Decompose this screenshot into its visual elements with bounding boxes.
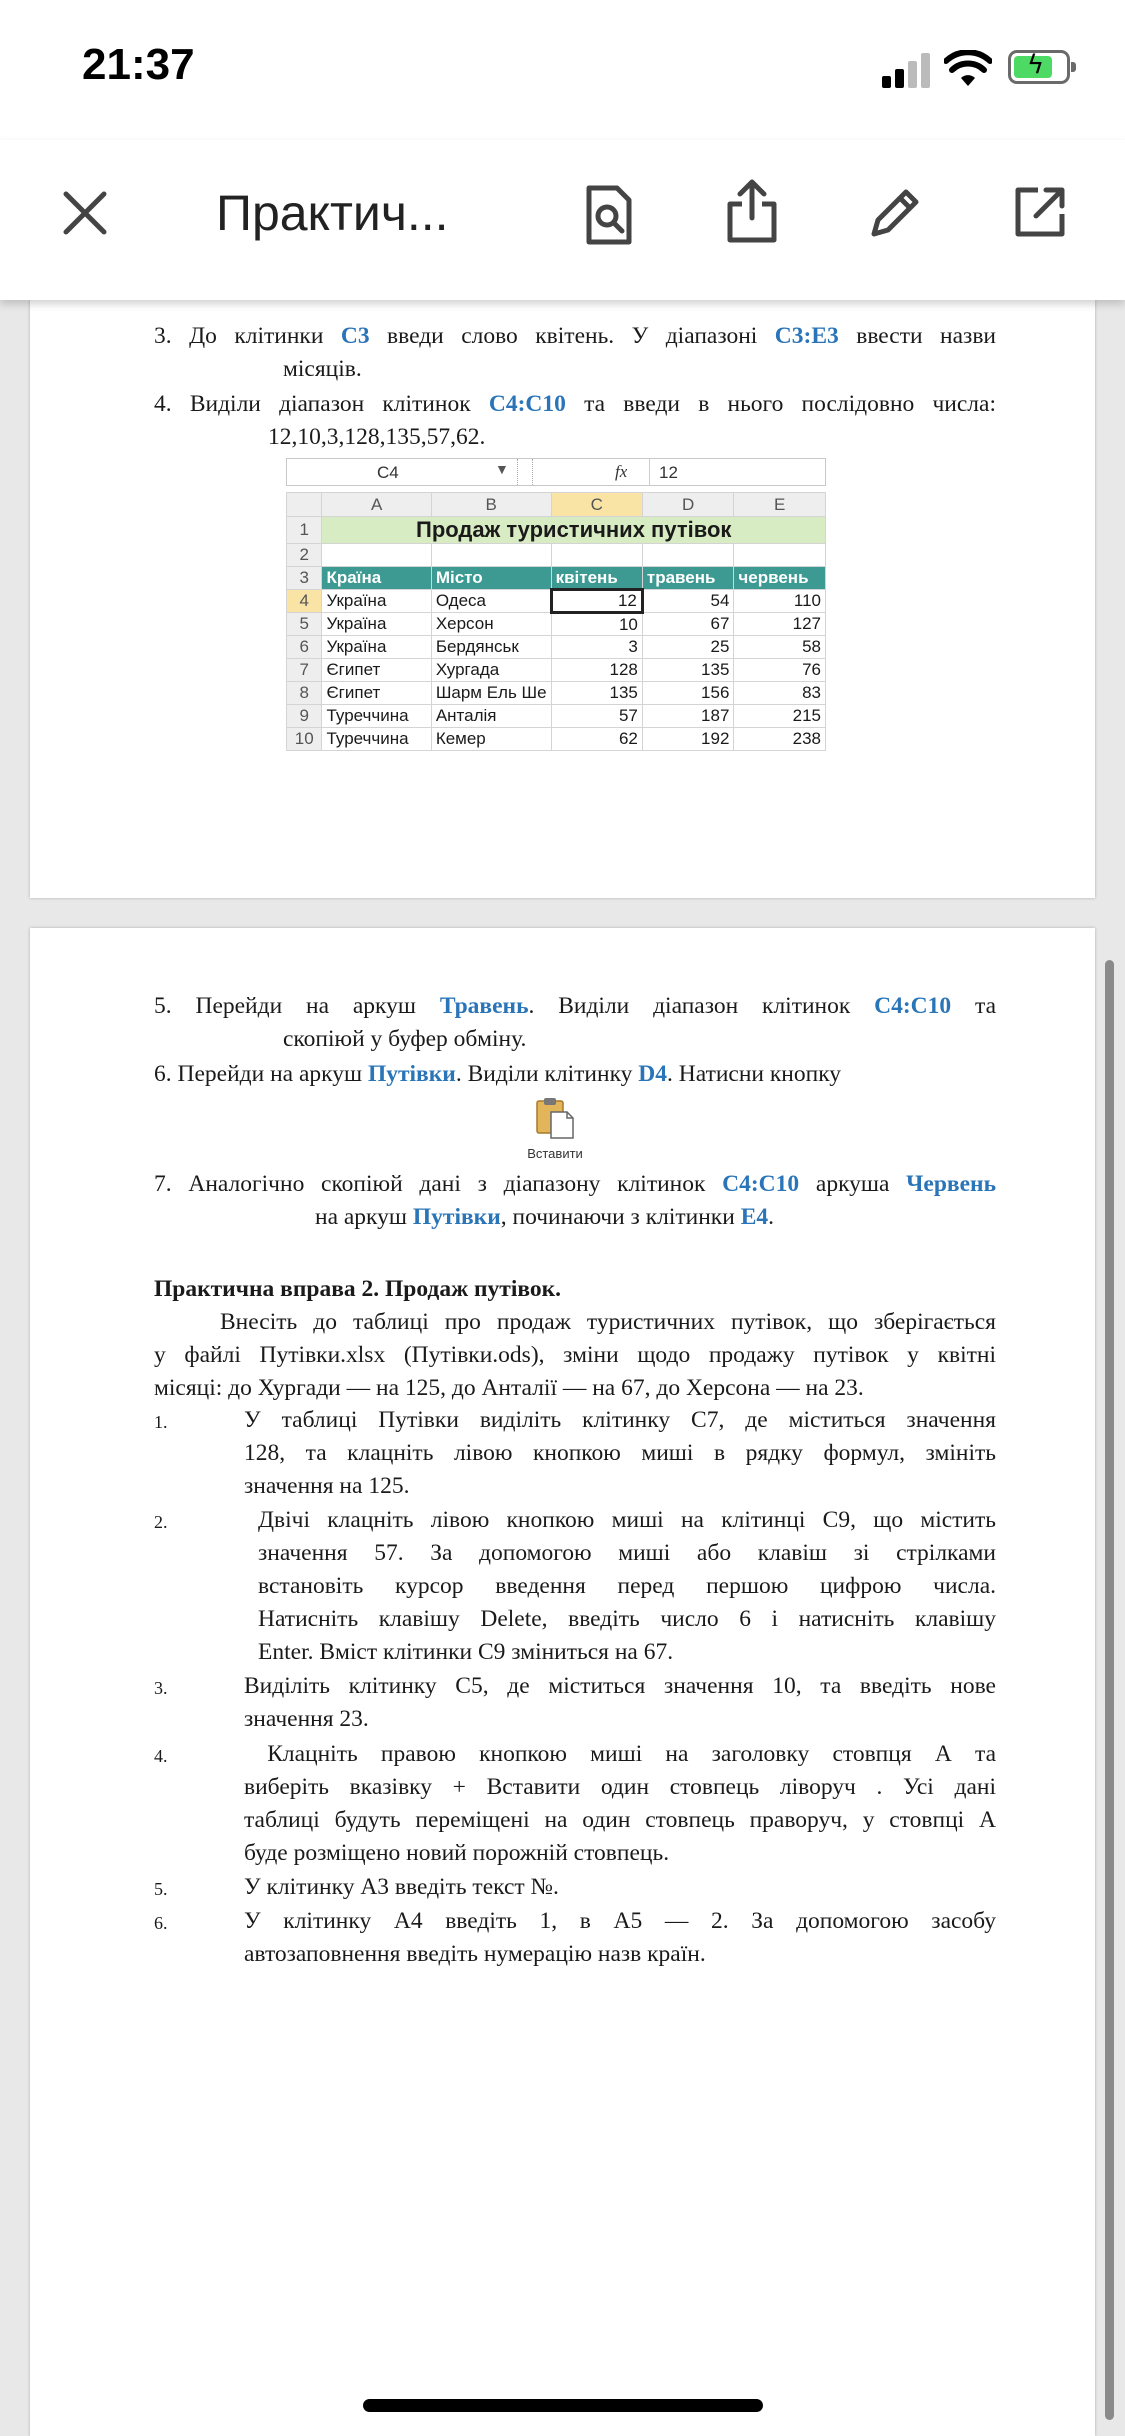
instruction-5: 5. Перейди на аркуш Травень. Виділи діапазон клітинок С4:С10 та [154,993,997,1019]
instruction-5-cont: скопіюй у буфер обміну. [283,1026,527,1052]
row-number: 1 [287,517,322,544]
active-cell: 12 [551,590,642,613]
step-line: Enter. Вміст клітинки С9 зміниться на 67. [258,1639,674,1665]
status-time: 21:37 [82,40,195,89]
row-number: 10 [287,728,322,751]
cell-may: 156 [642,682,734,705]
table-row [287,544,826,567]
cell-country: Туреччина [322,705,431,728]
cell-may: 192 [642,728,734,751]
column-header: B [431,493,551,517]
cell-june: 238 [734,728,826,751]
step-line: встановіть курсор введення перед першою цифрою числа. [258,1573,996,1599]
table-header-row [287,567,826,590]
cell-country: Україна [322,613,431,636]
table-row [287,636,826,659]
battery-icon: ϟ [1008,50,1070,84]
table-row [287,613,826,636]
step-line: значення 57. За допомогою миші або клавіш зі стрілками [258,1540,996,1566]
column-header: D [642,493,734,517]
formula-bar [286,458,826,486]
cell-april: 62 [551,728,642,751]
scrollbar[interactable] [1105,960,1114,2420]
step-line: буде розміщено новий порожній стовпець. [244,1840,670,1866]
step-line: Натисніть клавішу Delete, введіть число 6 і натисніть клавішу [258,1606,996,1632]
row-number: 9 [287,705,322,728]
spreadsheet-grid [286,492,826,751]
row-number: 5 [287,613,322,636]
cell-may: 25 [642,636,734,659]
cell-country: Україна [322,636,431,659]
step-number: 5. [154,1879,168,1899]
table-header-cell: червень [734,567,826,590]
edit-pencil-icon[interactable] [868,184,924,240]
step-line: У клітинку А3 введіть текст №. [244,1874,559,1900]
step-line: значення 23. [244,1706,369,1732]
exercise-2-paragraph-line: місяці: до Хургади — на 125, до Анталії — на 67, до Херсона — на 23. [154,1375,864,1401]
exercise-2-paragraph-line: Внесіть до таблиці про продаж туристичних путівок, що зберігається [220,1309,996,1335]
cell-country: Єгипет [322,659,431,682]
column-header: E [734,493,826,517]
cell-city: Херсон [431,613,551,636]
cell-may: 135 [642,659,734,682]
step-number: 1. [154,1412,168,1432]
row-number: 3 [287,567,322,590]
step-line: У клітинку А4 введіть 1, в А5 — 2. За допомогою засобу [244,1908,996,1934]
row-number: 6 [287,636,322,659]
cell-june: 83 [734,682,826,705]
row-number: 7 [287,659,322,682]
cell-april: 3 [551,636,642,659]
row-number: 4 [287,590,322,613]
instruction-4: 4. Виділи діапазон клітинок С4:С10 та введи в нього послідовно числа: [154,391,996,417]
step-line: Клацніть правою кнопкою миші на заголовку стовпця А та [244,1741,996,1767]
step-line: значення на 125. [244,1473,410,1499]
app-toolbar [0,140,1125,300]
cell-may: 67 [642,613,734,636]
cellular-signal-icon [882,52,930,88]
formula-value: 12 [659,463,678,482]
column-header: C [551,493,642,517]
table-header-cell: Країна [322,567,431,590]
table-row [287,590,826,613]
status-bar [0,0,1125,140]
paste-button-image [520,1096,590,1176]
step-number: 4. [154,1746,168,1766]
step-line: виберіть вказівку + Вставити один стовпець ліворуч . Усі дані [244,1774,996,1800]
cell-country: Туреччина [322,728,431,751]
instruction-3-cont: місяців. [283,356,362,382]
instruction-6: 6. Перейди на аркуш Путівки. Виділи клітинку D4. Натисни кнопку [154,1061,842,1087]
cell-country: Україна [322,590,431,613]
step-number: 2. [154,1512,168,1532]
cell-april: 135 [551,682,642,705]
cell-city: Шарм Ель Ше [431,682,551,705]
wifi-icon [944,50,992,88]
corner-cell [287,493,322,517]
row-number: 8 [287,682,322,705]
cell-city: Бердянськ [431,636,551,659]
cell-june: 127 [734,613,826,636]
cell-april: 10 [551,613,642,636]
document-page-1 [30,300,1095,898]
cell-june: 76 [734,659,826,682]
cell-may: 187 [642,705,734,728]
search-document-icon[interactable] [583,184,635,246]
cell-april: 128 [551,659,642,682]
share-icon[interactable] [724,178,780,244]
step-line: Двічі клацніть лівою кнопкою миші на клітинці С9, що містить [258,1507,996,1533]
row-number: 2 [287,544,322,567]
cell-june: 215 [734,705,826,728]
cell-june: 58 [734,636,826,659]
fx-icon: fx [615,462,628,481]
cell-may: 54 [642,590,734,613]
table-row [287,517,826,544]
step-line: таблиці будуть переміщені на один стовпець праворуч, у стовпці А [244,1807,996,1833]
table-row [287,728,826,751]
instruction-3: 3. До клітинки С3 введи слово квітень. У діапазоні С3:Е3 ввести назви [154,323,996,349]
exercise-2-paragraph-line: у файлі Путівки.xlsx (Путівки.ods), зміни щодо продажу путівок у квітні [154,1342,996,1368]
cell-june: 110 [734,590,826,613]
home-indicator[interactable] [363,2399,763,2412]
column-header: A [322,493,431,517]
document-page-2 [30,928,1095,2436]
table-header-cell: квітень [551,567,642,590]
table-row [287,682,826,705]
step-number: 6. [154,1913,168,1933]
instruction-4-cont: 12,10,3,128,135,57,62. [268,424,486,450]
cell-city: Хургада [431,659,551,682]
close-icon[interactable] [62,190,108,236]
exercise-2-title: Практична вправа 2. Продаж путівок. [154,1276,562,1302]
table-header-cell: Місто [431,567,551,590]
instruction-7: 7. Аналогічно скопіюй дані з діапазону клітинок С4:С10 аркуша Червень [154,1171,996,1197]
open-external-icon[interactable] [1012,184,1068,240]
paste-clipboard-icon [534,1096,576,1140]
cell-city: Кемер [431,728,551,751]
step-line: автозаповнення введіть нумерацію назв країн. [244,1941,706,1967]
table-row [287,705,826,728]
cell-city: Анталія [431,705,551,728]
paste-label: Вставити [527,1146,583,1161]
dropdown-arrow-icon: ▼ [495,461,509,477]
table-row [287,659,826,682]
instruction-7-cont: на аркуш Путівки, починаючи з клітинки Е4. [315,1204,774,1230]
step-line: 128, та клацніть лівою кнопкою миші в рядку формул, змініть [244,1440,996,1466]
column-header-row [287,493,826,517]
table-header-cell: травень [642,567,734,590]
step-line: Виділіть клітинку С5, де міститься значення 10, та введіть нове [244,1673,996,1699]
table-title: Продаж туристичних путівок [322,517,826,544]
name-box: C4 [377,463,399,482]
cell-country: Єгипет [322,682,431,705]
document-title: Практич... [216,185,449,241]
cell-april: 57 [551,705,642,728]
step-number: 3. [154,1678,168,1698]
step-line: У таблиці Путівки виділіть клітинку С7, де міститься значення [244,1407,996,1433]
cell-city: Одеса [431,590,551,613]
spreadsheet-screenshot [286,458,826,768]
